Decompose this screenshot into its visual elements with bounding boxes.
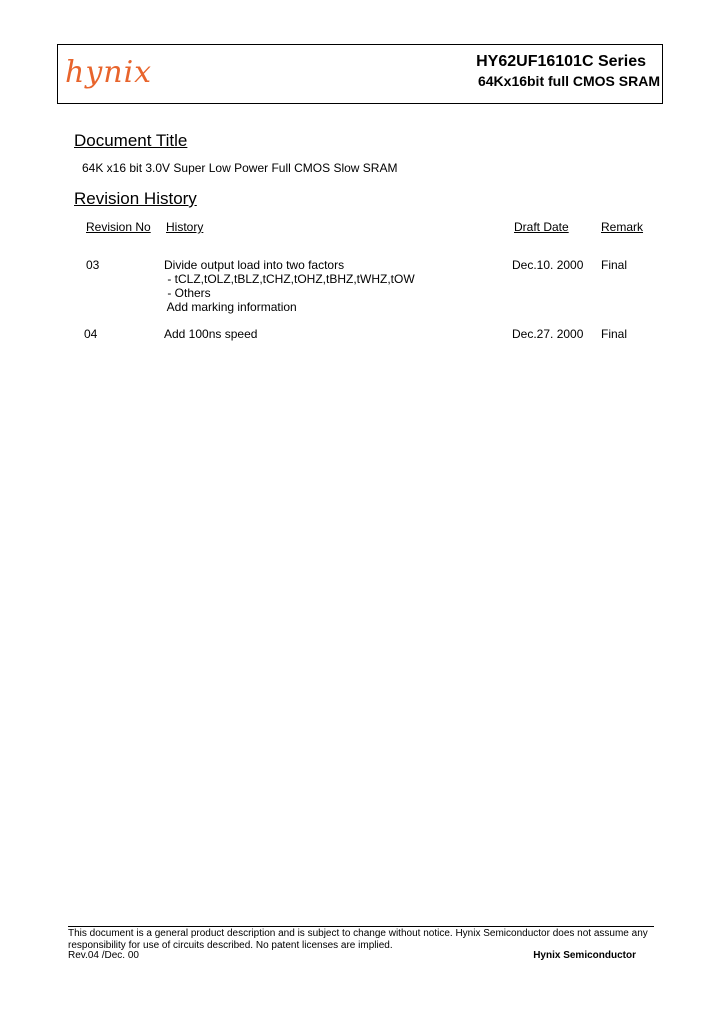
revision-no-cell: 03 [86,258,100,272]
header-box [57,44,663,104]
history-line: Divide output load into two factors [164,258,345,272]
col-history: History [166,220,204,234]
history-line: - tCLZ,tOLZ,tBLZ,tCHZ,tOHZ,tBHZ,tWHZ,tOW [164,272,415,286]
document-title-text: 64K x16 bit 3.0V Super Low Power Full CMOS Slow SRAM [82,161,398,175]
footer-disclaimer: This document is a general product description and is subject to change without notice. Hynix Semiconductor does not assume any responsibility for use of circuits described. No patent licenses are implied. [68,928,648,951]
remark-cell: Final [601,327,628,341]
revision-history-heading: Revision History [74,189,197,208]
series-title: HY62UF16101C Series [476,53,646,70]
footer-revision: Rev.04 /Dec. 00 [68,950,139,961]
col-revision-no: Revision No [86,220,151,234]
footer-divider [68,926,654,927]
draft-date-cell: Dec.27. 2000 [512,327,584,341]
col-remark: Remark [601,220,644,234]
col-draft-date: Draft Date [514,220,569,234]
history-line: - Others [164,286,211,300]
series-subtitle: 64Kx16bit full CMOS SRAM [477,73,660,89]
revision-no-cell: 04 [84,327,98,341]
history-line: Add marking information [164,300,297,314]
remark-cell: Final [601,258,628,272]
document-title-heading: Document Title [74,131,188,150]
footer-company: Hynix Semiconductor [533,950,636,961]
history-line: Add 100ns speed [164,327,258,341]
draft-date-cell: Dec.10. 2000 [512,258,584,272]
hynix-logo: hynix [65,55,153,90]
